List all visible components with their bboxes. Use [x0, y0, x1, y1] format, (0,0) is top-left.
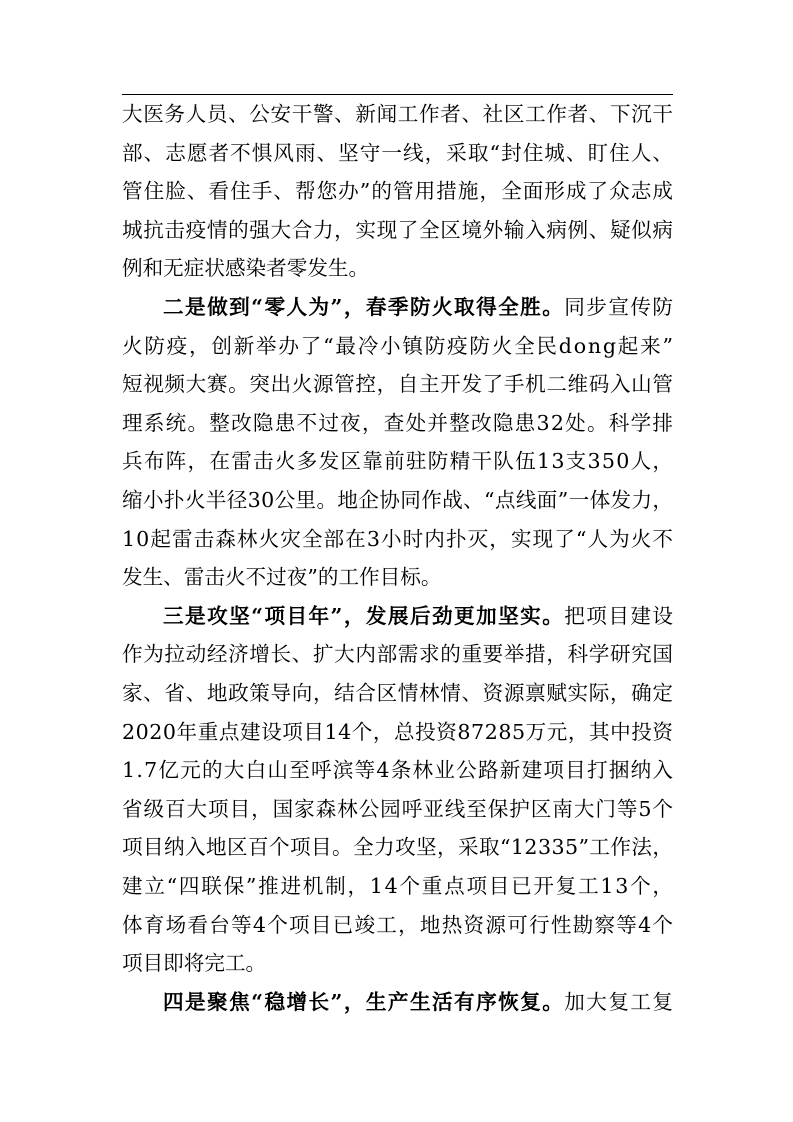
text-line-content [122, 364, 674, 404]
text-line-content [122, 866, 675, 906]
text-run: 把项目建设 [564, 603, 675, 628]
text-run: 兵布阵，在雷击火多发区靠前驻防精干队伍13支350人， [122, 449, 675, 474]
text-line [122, 519, 674, 559]
text-line [122, 866, 675, 906]
text-line-content [122, 171, 674, 211]
text-line [122, 943, 266, 983]
text-line [122, 171, 674, 211]
text-line-content [122, 712, 674, 752]
text-run: 省级百大项目，国家森林公园呼亚线至保护区南大门等5个 [122, 796, 674, 821]
text-run: 家、省、地政策导向，结合区情林情、资源禀赋实际，确定 [122, 681, 674, 705]
text-line [122, 712, 674, 752]
paragraph-lead-phrase: 二是做到“零人为”，春季防火取得全胜。 [163, 295, 565, 319]
text-run: 10起雷击森林火灾全部在3小时内扑灭，实现了“人为火不 [122, 526, 675, 551]
text-line-content [122, 634, 674, 674]
text-run: 缩小扑火半径30公里。地企协同作战、“点线面”一体发力， [122, 488, 674, 512]
text-run: 同步宣传防 [564, 295, 675, 319]
text-line [163, 596, 674, 636]
paragraph-lead-phrase: 四是聚焦“稳增长”，生产生活有序恢复。 [163, 989, 565, 1014]
text-line-content [122, 750, 674, 790]
text-line-content [122, 519, 674, 559]
text-run: 项目纳入地区百个项目。全力攻坚，采取“12335”工作法， [122, 835, 674, 860]
text-run: 理系统。整改隐患不过夜，查处并整改隐患32处。科学排 [122, 410, 675, 435]
text-line [122, 750, 674, 790]
paragraph-lead-phrase: 三是攻坚“项目年”，发展后劲更加坚实。 [163, 603, 565, 628]
text-line [122, 673, 674, 713]
text-run: 管住脸、看住手、帮您办”的管用措施，全面形成了众志成 [122, 179, 675, 204]
text-line-content [122, 480, 673, 520]
text-line [122, 94, 674, 134]
text-line-content [122, 673, 674, 713]
text-line [163, 982, 674, 1022]
text-line-content [122, 557, 441, 597]
text-run: 建立“四联保”推进机制，14个重点项目已开复工13个， [122, 874, 675, 898]
text-line [122, 441, 674, 481]
text-run: 1.7亿元的大白山至呼滨等4条林业公路新建项目打捆纳入 [122, 758, 675, 783]
text-run: 城抗击疫情的强大合力，实现了全区境外输入病例、疑似病 [122, 217, 674, 242]
text-run: 加大复工复 [564, 989, 675, 1014]
text-run: 作为拉动经济增长、扩大内部需求的重要举措，科学研究国 [122, 642, 674, 667]
text-line-content [122, 827, 673, 867]
text-line-content [122, 441, 674, 481]
text-line [122, 326, 675, 366]
text-line-content [122, 943, 266, 983]
text-run: 体育场看台等4个项目已竣工，地热资源可行性勘察等4个 [122, 912, 675, 937]
text-run: 例和无症状感染者零发生。 [122, 256, 370, 281]
text-run: 短视频大赛。突出火源管控，自主开发了手机二维码入山管 [122, 372, 674, 397]
text-line-content [163, 982, 674, 1022]
text-line [122, 133, 674, 173]
text-line [122, 480, 673, 520]
text-line-content [122, 326, 675, 366]
text-line [122, 248, 369, 288]
text-line-content [122, 248, 369, 288]
text-run: 部、志愿者不惧风雨、坚守一线，采取“封住城、盯住人、 [122, 140, 675, 165]
text-line-content [122, 789, 674, 829]
text-line-content [163, 287, 674, 327]
text-line [122, 557, 441, 597]
text-run: 2020年重点建设项目14个，总投资87285万元，其中投资 [122, 719, 674, 744]
text-line [122, 905, 674, 945]
text-run: 火防疫，创新举办了“最冷小镇防疫防火全民dong起来” [122, 333, 675, 358]
text-line [122, 634, 674, 674]
text-run: 项目即将完工。 [122, 951, 267, 976]
text-line-content [122, 403, 674, 443]
text-line-content [122, 94, 674, 134]
text-line [163, 287, 674, 327]
text-line-content [122, 210, 674, 250]
text-line-content [163, 596, 674, 636]
text-line-content [122, 133, 674, 173]
text-line-content [122, 905, 674, 945]
text-run: 发生、雷击火不过夜”的工作目标。 [122, 565, 442, 590]
text-line [122, 364, 674, 404]
text-run: 大医务人员、公安干警、新闻工作者、社区工作者、下沉干 [122, 102, 674, 126]
text-line [122, 210, 674, 250]
text-line [122, 827, 673, 867]
text-line [122, 789, 674, 829]
text-line [122, 403, 674, 443]
